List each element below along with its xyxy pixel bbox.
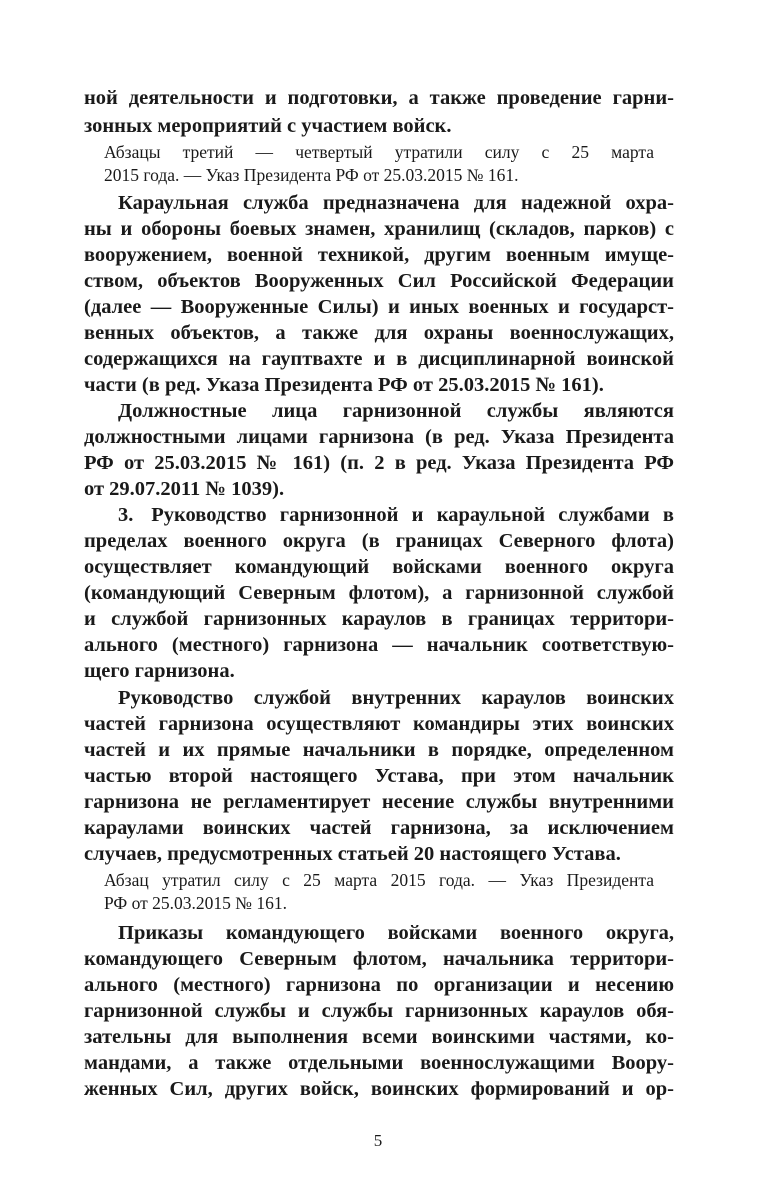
text-line: Приказы командующего войсками военного округа,	[118, 922, 674, 944]
text-line: женных Сил, других войск, воинских формирований и ор-	[84, 1078, 674, 1100]
text-line: зательны для выполнения всеми воинскими частями, ко-	[84, 1026, 674, 1048]
text-line: ны и обороны боевых знамен, хранилищ (складов, парков) с	[84, 218, 674, 240]
text-line: зонных мероприятий с участием войск.	[84, 115, 452, 137]
article-number: 3.	[118, 504, 134, 526]
text-line: Руководство службой внутренних караулов воинских	[118, 687, 674, 709]
text-line: вооружением, военной техникой, другим военным имуще-	[84, 244, 674, 266]
text-line: ной деятельности и подготовки, а также проведение гарни-	[84, 87, 674, 109]
text-line: гарнизонной службы и службы гарнизонных караулов обя-	[84, 1000, 674, 1022]
text-line: мандами, а также отдельными военнослужащими Воору-	[84, 1052, 674, 1074]
text-line: Должностные лица гарнизонной службы являются	[118, 400, 674, 422]
text-line: частей гарнизона осуществляют командиры этих воинских	[84, 713, 674, 735]
amendment-note-line: РФ от 25.03.2015 № 161.	[104, 893, 287, 913]
amendment-note-line: 2015 года. — Указ Президента РФ от 25.03.2015 № 161.	[104, 165, 519, 185]
amendment-note-line: Абзацы третий — четвертый утратили силу с 25 марта	[104, 142, 654, 162]
text-line: частей и их прямые начальники в порядке, определенном	[84, 739, 674, 761]
text-line: Караульная служба предназначена для надежной охра-	[118, 192, 674, 214]
page-number: 5	[373, 1131, 383, 1150]
text-line: (командующий Северным флотом), а гарнизонной службой	[84, 582, 674, 604]
text-line: РФ от 25.03.2015 № 161) (п. 2 в ред. Указа Президента РФ	[84, 452, 674, 474]
amendment-note-line: Абзац утратил силу с 25 марта 2015 года. — Указ Президента	[104, 870, 654, 890]
text-line: караулами воинских частей гарнизона, за исключением	[84, 817, 674, 839]
text-line: случаев, предусмотренных статьей 20 настоящего Устава.	[84, 843, 621, 865]
text-line: командующего Северным флотом, начальника территори-	[84, 948, 674, 970]
text-line: части (в ред. Указа Президента РФ от 25.03.2015 № 161).	[84, 374, 604, 396]
text-line: частью второй настоящего Устава, при этом начальник	[84, 765, 674, 787]
text-line: венных объектов, а также для охраны военнослужащих,	[84, 322, 674, 344]
text-line: от 29.07.2011 № 1039).	[84, 478, 285, 500]
text-line: ального (местного) гарнизона — начальник соответствую-	[84, 634, 674, 656]
text-line: и службой гарнизонных караулов в границах территори-	[84, 608, 674, 630]
text-line: пределах военного округа (в границах Северного флота)	[84, 530, 674, 552]
text-line: гарнизона не регламентирует несение службы внутренними	[84, 791, 674, 813]
text-line: должностными лицами гарнизона (в ред. Указа Президента	[84, 426, 674, 448]
text-line: (далее — Вооруженные Силы) и иных военных и государст-	[84, 296, 674, 318]
text-line: содержащихся на гауптвахте и в дисциплинарной воинской	[84, 348, 674, 370]
text-line: ством, объектов Вооруженных Сил Российской Федерации	[84, 270, 674, 292]
text-line: Руководство гарнизонной и караульной службами в	[138, 504, 674, 526]
text-line: осуществляет командующий войсками военного округа	[84, 556, 674, 578]
text-line: ального (местного) гарнизона по организации и несению	[84, 974, 674, 996]
text-line: щего гарнизона.	[84, 660, 235, 682]
